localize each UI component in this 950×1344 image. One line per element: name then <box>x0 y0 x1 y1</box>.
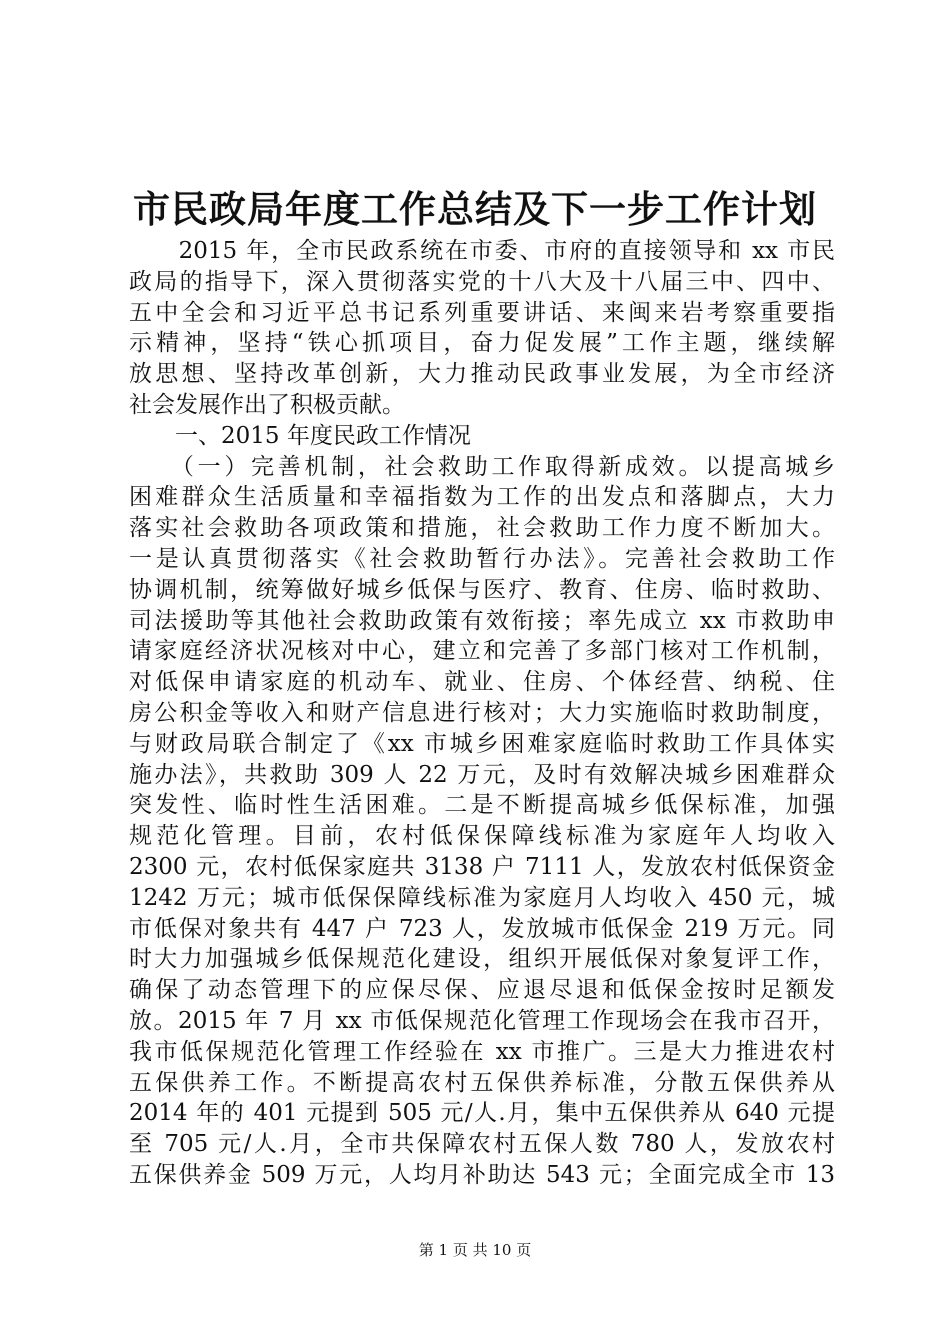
text-line: 困难群众生活质量和幸福指数为工作的出发点和落脚点，大力 <box>129 484 835 511</box>
text-line: 请家庭经济状况核对中心，建立和完善了多部门核对工作机制， <box>129 638 835 665</box>
text-line: 放。2015 年 7 月 xx 市低保规范化管理工作现场会在我市召开， <box>129 1007 835 1034</box>
text-line: 施办法》，共救助 309 人 22 万元，及时有效解决城乡困难群众 <box>129 761 835 788</box>
text-line: 1242 万元；城市低保保障线标准为家庭月人均收入 450 元，城 <box>129 884 835 911</box>
text-line: 我市低保规范化管理工作经验在 xx 市推广。三是大力推进农村 <box>129 1038 835 1065</box>
text-line: 协调机制，统筹做好城乡低保与医疗、教育、住房、临时救助、 <box>129 576 835 603</box>
text-line: 落实社会救助各项政策和措施，社会救助工作力度不断加大。 <box>129 515 835 542</box>
text-line: （一）完善机制，社会救助工作取得新成效。以提高城乡 <box>129 453 835 480</box>
text-line: 一、2015 年度民政工作情况 <box>129 422 471 449</box>
text-line: 2300 元，农村低保家庭共 3138 户 7111 人，发放农村低保资金 <box>129 853 835 880</box>
text-line: 对低保申请家庭的机动车、就业、住房、个体经营、纳税、住 <box>129 669 835 696</box>
text-line: 司法援助等其他社会救助政策有效衔接；率先成立 xx 市救助申 <box>129 607 835 634</box>
text-line: 突发性、临时性生活困难。二是不断提高城乡低保标准，加强 <box>129 792 835 819</box>
text-line: 时大力加强城乡低保规范化建设，组织开展低保对象复评工作， <box>129 946 835 973</box>
text-line: 2014 年的 401 元提到 505 元/人.月，集中五保供养从 640 元提 <box>129 1100 835 1127</box>
document-body <box>129 236 835 1191</box>
text-line: 社会发展作出了积极贡献。 <box>129 391 405 418</box>
text-line: 2015 年，全市民政系统在市委、市府的直接领导和 xx 市民 <box>129 238 835 264</box>
document-title: 市民政局年度工作总结及下一步工作计划 <box>133 187 817 231</box>
text-line: 示精神，坚持“铁心抓项目，奋力促发展”工作主题，继续解 <box>129 330 835 357</box>
text-line: 至 705 元/人.月，全市共保障农村五保人数 780 人，发放农村 <box>129 1131 835 1158</box>
text-line: 一是认真贯彻落实《社会救助暂行办法》。完善社会救助工作 <box>129 545 835 572</box>
text-line: 与财政局联合制定了《xx 市城乡困难家庭临时救助工作具体实 <box>129 730 835 757</box>
text-line: 五中全会和习近平总书记系列重要讲话、来闽来岩考察重要指 <box>129 299 835 326</box>
text-line: 市低保对象共有 447 户 723 人，发放城市低保金 219 万元。同 <box>129 915 835 942</box>
text-line: 确保了动态管理下的应保尽保、应退尽退和低保金按时足额发 <box>129 977 835 1004</box>
page-footer: 第 1 页 共 10 页 <box>418 1241 532 1259</box>
text-line: 规范化管理。目前，农村低保保障线标准为家庭年人均收入 <box>129 823 835 850</box>
text-line: 放思想、坚持改革创新，大力推动民政事业发展，为全市经济 <box>129 361 835 388</box>
text-line: 房公积金等收入和财产信息进行核对；大力实施临时救助制度， <box>129 699 835 726</box>
text-line: 五保供养工作。不断提高农村五保供养标准，分散五保供养从 <box>129 1069 835 1096</box>
text-line: 政局的指导下，深入贯彻落实党的十八大及十八届三中、四中、 <box>129 268 835 295</box>
text-line: 五保供养金 509 万元，人均月补助达 543 元；全面完成全市 13 <box>129 1161 835 1188</box>
